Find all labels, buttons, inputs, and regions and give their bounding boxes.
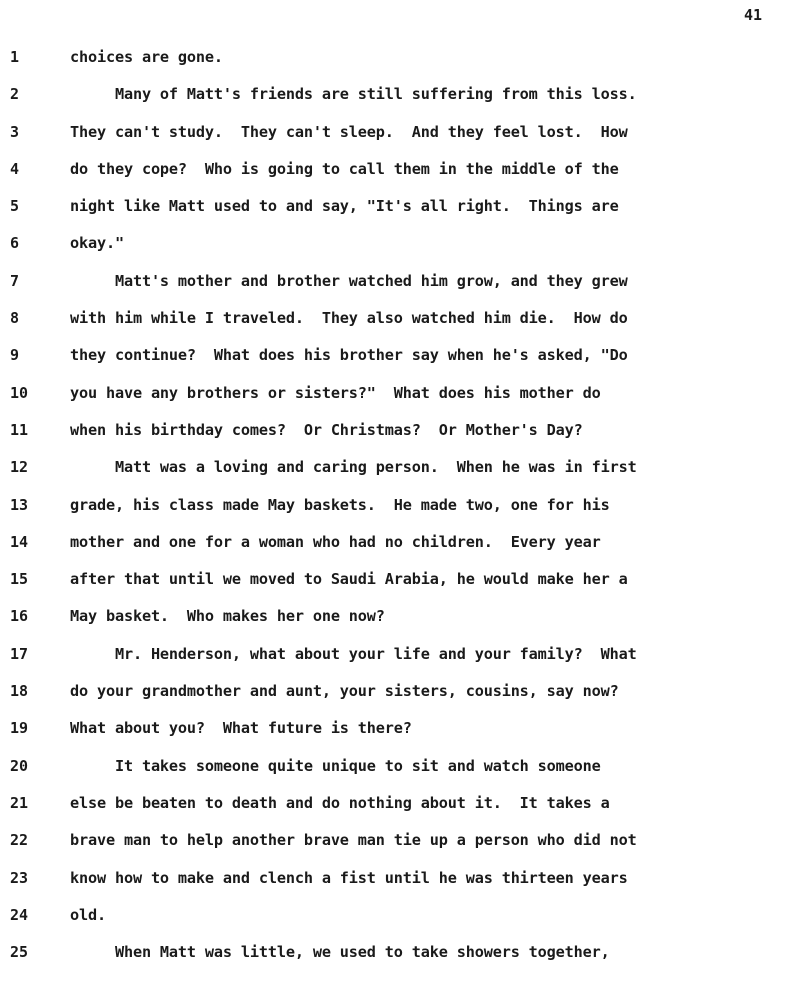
line-text: else be beaten to death and do nothing about it. It takes a bbox=[70, 793, 610, 812]
line-number: 8 bbox=[10, 309, 20, 328]
line-number: 10 bbox=[10, 383, 29, 402]
transcript-line bbox=[0, 906, 797, 943]
line-number: 3 bbox=[10, 122, 20, 141]
line-text: Matt's mother and brother watched him grow, and they grew bbox=[70, 271, 628, 290]
line-text: when his birthday comes? Or Christmas? Or Mother's Day? bbox=[70, 420, 583, 439]
transcript-line bbox=[0, 346, 797, 383]
line-text: May basket. Who makes her one now? bbox=[70, 607, 385, 626]
transcript-body bbox=[0, 48, 797, 980]
transcript-line bbox=[0, 607, 797, 644]
line-number: 6 bbox=[10, 234, 20, 253]
line-number: 16 bbox=[10, 607, 29, 626]
transcript-line bbox=[0, 869, 797, 906]
line-text: brave man to help another brave man tie up a person who did not bbox=[70, 831, 637, 850]
line-text: after that until we moved to Saudi Arabia, he would make her a bbox=[70, 570, 628, 589]
line-number: 4 bbox=[10, 159, 20, 178]
transcript-line bbox=[0, 384, 797, 421]
line-number: 25 bbox=[10, 943, 29, 962]
line-number: 11 bbox=[10, 420, 29, 439]
transcript-line bbox=[0, 533, 797, 570]
line-number: 18 bbox=[10, 682, 29, 701]
line-text: choices are gone. bbox=[70, 48, 223, 66]
line-number: 9 bbox=[10, 346, 20, 365]
line-number: 2 bbox=[10, 85, 20, 104]
line-text: Many of Matt's friends are still suffering from this loss. bbox=[70, 85, 637, 104]
line-number: 14 bbox=[10, 532, 29, 551]
line-number: 7 bbox=[10, 271, 20, 290]
page-number: 41 bbox=[744, 6, 763, 24]
transcript-line bbox=[0, 943, 797, 980]
line-number: 19 bbox=[10, 719, 29, 738]
transcript-line bbox=[0, 794, 797, 831]
transcript-line bbox=[0, 458, 797, 495]
line-text: know how to make and clench a fist until he was thirteen years bbox=[70, 868, 628, 887]
transcript-line bbox=[0, 757, 797, 794]
transcript-line bbox=[0, 719, 797, 756]
line-text: mother and one for a woman who had no children. Every year bbox=[70, 532, 601, 551]
line-text: Mr. Henderson, what about your life and your family? What bbox=[70, 644, 637, 663]
line-text: It takes someone quite unique to sit and watch someone bbox=[70, 756, 601, 775]
transcript-line bbox=[0, 309, 797, 346]
line-number: 22 bbox=[10, 831, 29, 850]
line-number: 1 bbox=[10, 48, 20, 66]
line-number: 21 bbox=[10, 793, 29, 812]
transcript-line bbox=[0, 496, 797, 533]
line-text: old. bbox=[70, 905, 106, 924]
line-text: do they cope? Who is going to call them in the middle of the bbox=[70, 159, 619, 178]
line-number: 5 bbox=[10, 197, 20, 216]
transcript-line bbox=[0, 160, 797, 197]
transcript-line bbox=[0, 85, 797, 122]
line-text: do your grandmother and aunt, your sisters, cousins, say now? bbox=[70, 682, 619, 701]
line-number: 12 bbox=[10, 458, 29, 477]
transcript-line bbox=[0, 570, 797, 607]
line-text: What about you? What future is there? bbox=[70, 719, 412, 738]
line-text: When Matt was little, we used to take showers together, bbox=[70, 943, 610, 962]
line-number: 24 bbox=[10, 905, 29, 924]
line-text: They can't study. They can't sleep. And they feel lost. How bbox=[70, 122, 628, 141]
line-number: 13 bbox=[10, 495, 29, 514]
transcript-line bbox=[0, 48, 797, 85]
line-text: they continue? What does his brother say when he's asked, "Do bbox=[70, 346, 628, 365]
transcript-line bbox=[0, 197, 797, 234]
line-text: night like Matt used to and say, "It's all right. Things are bbox=[70, 197, 619, 216]
transcript-line bbox=[0, 645, 797, 682]
transcript-line bbox=[0, 272, 797, 309]
transcript-line bbox=[0, 831, 797, 868]
line-text: with him while I traveled. They also watched him die. How do bbox=[70, 309, 628, 328]
line-number: 15 bbox=[10, 570, 29, 589]
transcript-line bbox=[0, 123, 797, 160]
line-text: grade, his class made May baskets. He made two, one for his bbox=[70, 495, 610, 514]
line-text: okay." bbox=[70, 234, 124, 253]
transcript-line bbox=[0, 234, 797, 271]
line-text: you have any brothers or sisters?" What does his mother do bbox=[70, 383, 601, 402]
transcript-line bbox=[0, 682, 797, 719]
line-number: 17 bbox=[10, 644, 29, 663]
line-number: 20 bbox=[10, 756, 29, 775]
line-number: 23 bbox=[10, 868, 29, 887]
transcript-line bbox=[0, 421, 797, 458]
line-text: Matt was a loving and caring person. When he was in first bbox=[70, 458, 637, 477]
